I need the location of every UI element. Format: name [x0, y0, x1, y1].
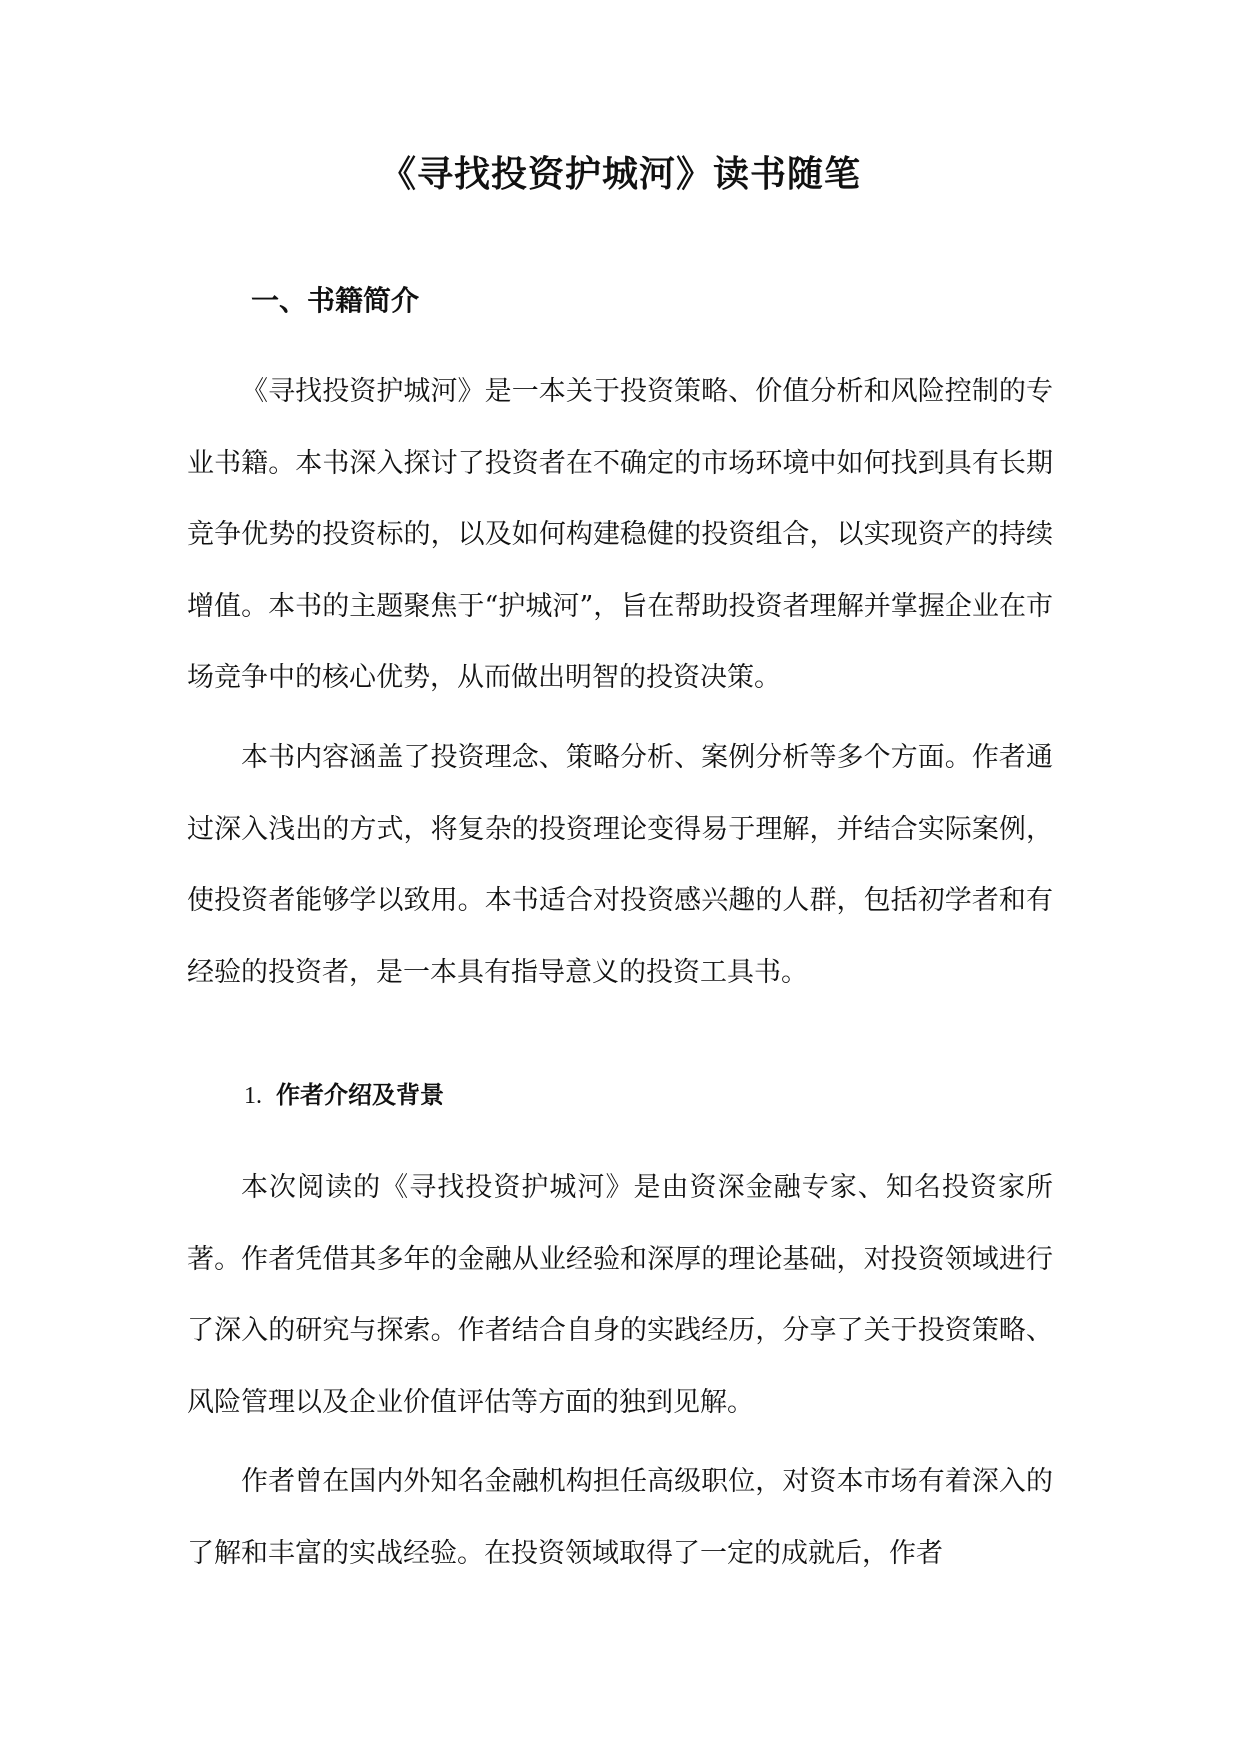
author-paragraph-2: 作者曾在国内外知名金融机构担任高级职位，对资本市场有着深入的了解和丰富的实战经验。在投资领域取得了一定的成就后，作者	[187, 1466, 1053, 1569]
author-paragraph-1: 本次阅读的《寻找投资护城河》是由资深金融专家、知名投资家所著。作者凭借其多年的金融从业经验和深厚的理论基础，对投资领域进行了深入的研究与探索。作者结合自身的实践经历，分享了关于投资策略、风险管理以及企业价值评估等方面的独到见解。	[187, 1172, 1053, 1418]
document-title: 《寻找投资护城河》读书随笔	[379, 153, 861, 195]
intro-paragraph-1: 《寻找投资护城河》是一本关于投资策略、价值分析和风险控制的专业书籍。本书深入探讨了投资者在不确定的市场环境中如何找到具有长期竞争优势的投资标的，以及如何构建稳健的投资组合，以实现资产的持续增值。本书的主题聚焦于“护城河”，旨在帮助投资者理解并掌握企业在市场竞争中的核心优势，从而做出明智的投资决策。	[187, 376, 1053, 694]
subsection-heading-author	[244, 1077, 444, 1114]
intro-paragraph-2: 本书内容涵盖了投资理念、策略分析、案例分析等多个方面。作者通过深入浅出的方式，将复杂的投资理论变得易于理解，并结合实际案例，使投资者能够学以致用。本书适合对投资感兴趣的人群，包括初学者和有经验的投资者，是一本具有指导意义的投资工具书。	[187, 742, 1053, 988]
subsection-number: 1.	[244, 1083, 262, 1109]
section-heading-book-intro: 一、书籍简介	[251, 284, 420, 317]
subsection-heading-text: 作者介绍及背景	[276, 1080, 444, 1109]
